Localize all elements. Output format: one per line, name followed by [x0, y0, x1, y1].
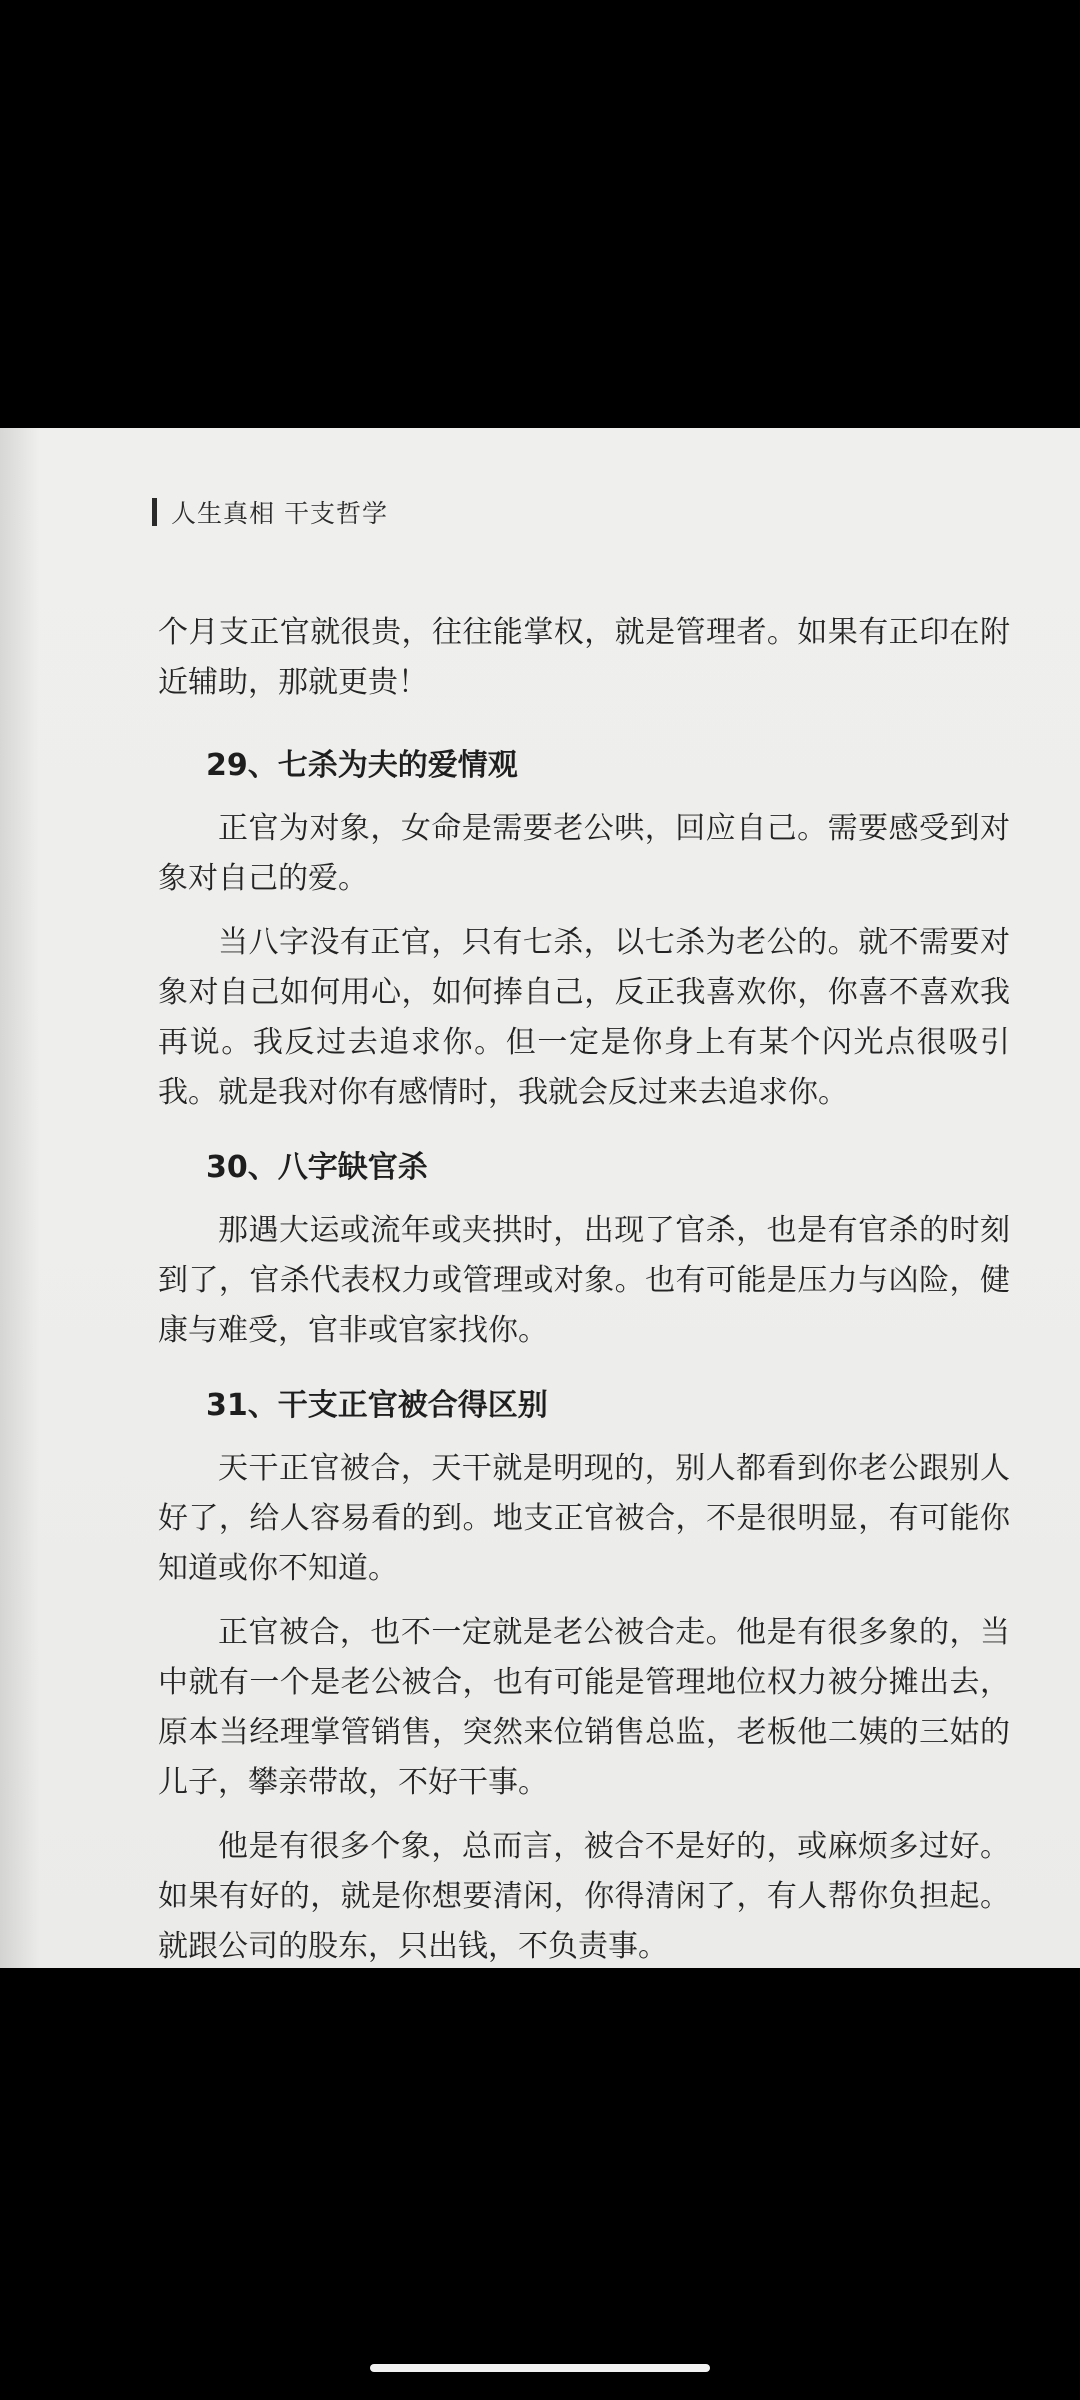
- paragraph: 他是有很多个象，总而言，被合不是好的，或麻烦多过好。如果有好的，就是你想要清闲，你得清闲了，有人帮你负担起。就跟公司的股东，只出钱，不负责事。: [158, 1829, 1010, 1964]
- photo-background-top: [0, 0, 1080, 428]
- section-heading-31: 31、干支正官被合得区别: [206, 1388, 548, 1423]
- running-header: [152, 494, 388, 530]
- book-title: 人生真相 干支哲学: [171, 499, 388, 528]
- paragraph: 正官被合，也不一定就是老公被合走。他是有很多象的，当中就有一个是老公被合，也有可能是管理地位权力被分摊出去，原本当经理掌管销售，突然来位销售总监，老板他二姨的三姑的儿子，攀亲带故，不好干事。: [158, 1615, 1010, 1800]
- header-bar: [152, 498, 157, 526]
- section-heading-30: 30、八字缺官杀: [206, 1150, 428, 1185]
- paragraph: 天干正官被合，天干就是明现的，别人都看到你老公跟别人好了，给人容易看的到。地支正官被合，不是很明显，有可能你知道或你不知道。: [158, 1451, 1010, 1586]
- home-indicator[interactable]: [370, 2364, 710, 2372]
- intro-paragraph: 个月支正官就很贵，往往能掌权，就是管理者。如果有正印在附近辅助，那就更贵！: [158, 615, 1010, 700]
- photo-background-bottom: [0, 1968, 1080, 2400]
- paragraph: 当八字没有正官，只有七杀，以七杀为老公的。就不需要对象对自己如何用心，如何捧自己，反正我喜欢你，你喜不喜欢我再说。我反过去追求你。但一定是你身上有某个闪光点很吸引我。就是我对你有感情时，我就会反过来去追求你。: [158, 925, 1010, 1110]
- paragraph: 那遇大运或流年或夹拱时，出现了官杀，也是有官杀的时刻到了，官杀代表权力或管理或对象。也有可能是压力与凶险，健康与难受，官非或官家找你。: [158, 1213, 1010, 1348]
- paragraph: 正官为对象，女命是需要老公哄，回应自己。需要感受到对象对自己的爱。: [158, 811, 1010, 896]
- book-page: [0, 428, 1080, 1968]
- section-heading-29: 29、七杀为夫的爱情观: [206, 748, 518, 783]
